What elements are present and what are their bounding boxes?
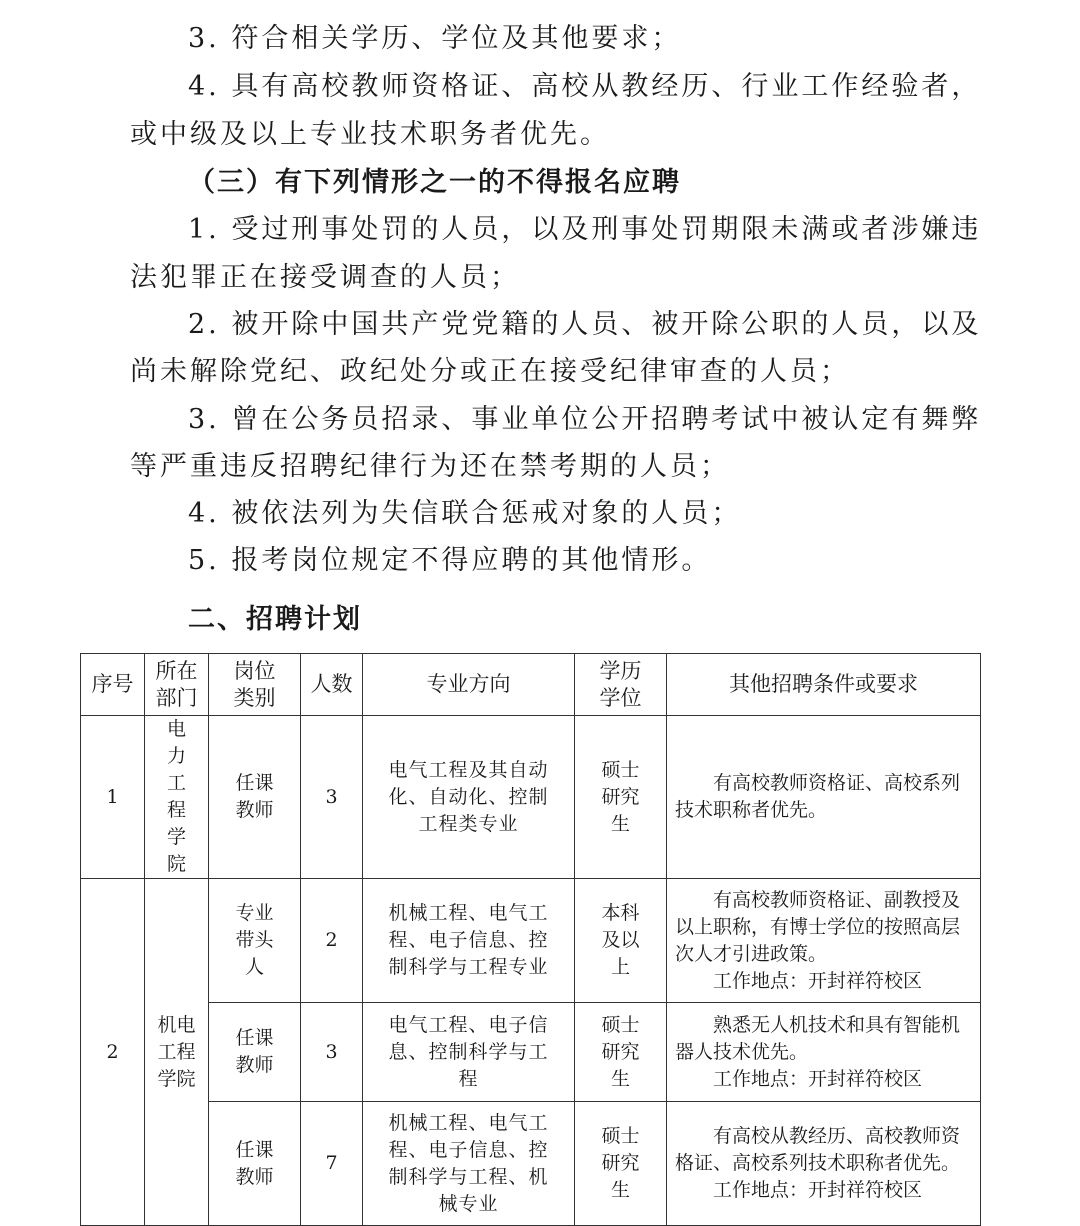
cell-degree: 硕士研究生: [575, 716, 667, 879]
req-location: 工作地点：开封祥符校区: [713, 1067, 923, 1090]
cell-count: 3: [301, 716, 363, 879]
header-post: 岗位类别: [209, 654, 301, 716]
req-text: 有高校教师资格证、高校系列技术职称者优先。: [675, 772, 961, 821]
cell-major: 机械工程、电气工程、电子信息、控制科学与工程、机械专业: [363, 1102, 575, 1226]
cell-major: 机械工程、电气工程、电子信息、控制科学与工程专业: [363, 879, 575, 1003]
exclusion-5: 5. 报考岗位规定不得应聘的其他情形。: [188, 545, 712, 576]
table-row: [81, 1003, 981, 1102]
cell-dept: 机电工程学院: [145, 879, 209, 1226]
recruitment-plan-table: [80, 653, 981, 1226]
cell-degree: 本科及以上: [575, 879, 667, 1003]
header-dept: 所在部门: [145, 654, 209, 716]
cell-count: 7: [301, 1102, 363, 1226]
requirement-4: 4. 具有高校教师资格证、高校从教经历、行业工作经验者，: [188, 71, 982, 102]
cell-seq: 1: [81, 716, 145, 879]
cell-major: 电气工程及其自动化、自动化、控制工程类专业: [363, 716, 575, 879]
cell-post: 任课教师: [209, 1102, 301, 1226]
table-row: [81, 1102, 981, 1226]
cell-post: 任课教师: [209, 716, 301, 879]
header-major: 专业方向: [363, 654, 575, 716]
cell-req: [667, 1102, 981, 1226]
cell-post: 任课教师: [209, 1003, 301, 1102]
exclusion-1: 1. 受过刑事处罚的人员，以及刑事处罚期限未满或者涉嫌违: [188, 214, 982, 245]
requirement-4-cont: 或中级及以上专业技术职务者优先。: [130, 119, 610, 150]
section-heading: 二、招聘计划: [188, 604, 362, 635]
cell-dept: 电力工程学院: [145, 716, 209, 879]
table-row: [81, 879, 981, 1003]
req-location: 工作地点：开封祥符校区: [713, 969, 923, 992]
req-text: 有高校从教经历、高校教师资格证、高校系列技术职称者优先。: [675, 1125, 961, 1174]
cell-seq: 2: [81, 879, 145, 1226]
subsection-heading: （三）有下列情形之一的不得报名应聘: [188, 167, 681, 198]
cell-req: [667, 1003, 981, 1102]
requirement-3: 3. 符合相关学历、学位及其他要求；: [188, 23, 682, 54]
cell-req: [667, 879, 981, 1003]
table-header-row: [81, 654, 981, 716]
cell-post: 专业带头人: [209, 879, 301, 1003]
cell-degree: 硕士研究生: [575, 1003, 667, 1102]
exclusion-3-cont: 等严重违反招聘纪律行为还在禁考期的人员；: [130, 451, 730, 482]
req-text: 有高校教师资格证、副教授及以上职称，有博士学位的按照高层次人才引进政策。: [675, 888, 961, 965]
exclusion-2-cont: 尚未解除党纪、政纪处分或正在接受纪律审查的人员；: [130, 356, 850, 387]
cell-major: 电气工程、电子信息、控制科学与工程: [363, 1003, 575, 1102]
cell-count: 3: [301, 1003, 363, 1102]
exclusion-4: 4. 被依法列为失信联合惩戒对象的人员；: [188, 498, 742, 529]
header-seq: 序号: [81, 654, 145, 716]
header-count: 人数: [301, 654, 363, 716]
exclusion-3: 3. 曾在公务员招录、事业单位公开招聘考试中被认定有舞弊: [188, 404, 982, 435]
header-degree: 学历学位: [575, 654, 667, 716]
req-location: 工作地点：开封祥符校区: [713, 1179, 923, 1201]
cell-degree: 硕士研究生: [575, 1102, 667, 1226]
exclusion-2: 2. 被开除中国共产党党籍的人员、被开除公职的人员，以及: [188, 309, 982, 340]
cell-count: 2: [301, 879, 363, 1003]
exclusion-1-cont: 法犯罪正在接受调查的人员；: [130, 262, 520, 293]
cell-req: [667, 716, 981, 879]
req-text: 熟悉无人机技术和具有智能机器人技术优先。: [675, 1013, 961, 1063]
header-req: 其他招聘条件或要求: [667, 654, 981, 716]
table-row: [81, 716, 981, 879]
